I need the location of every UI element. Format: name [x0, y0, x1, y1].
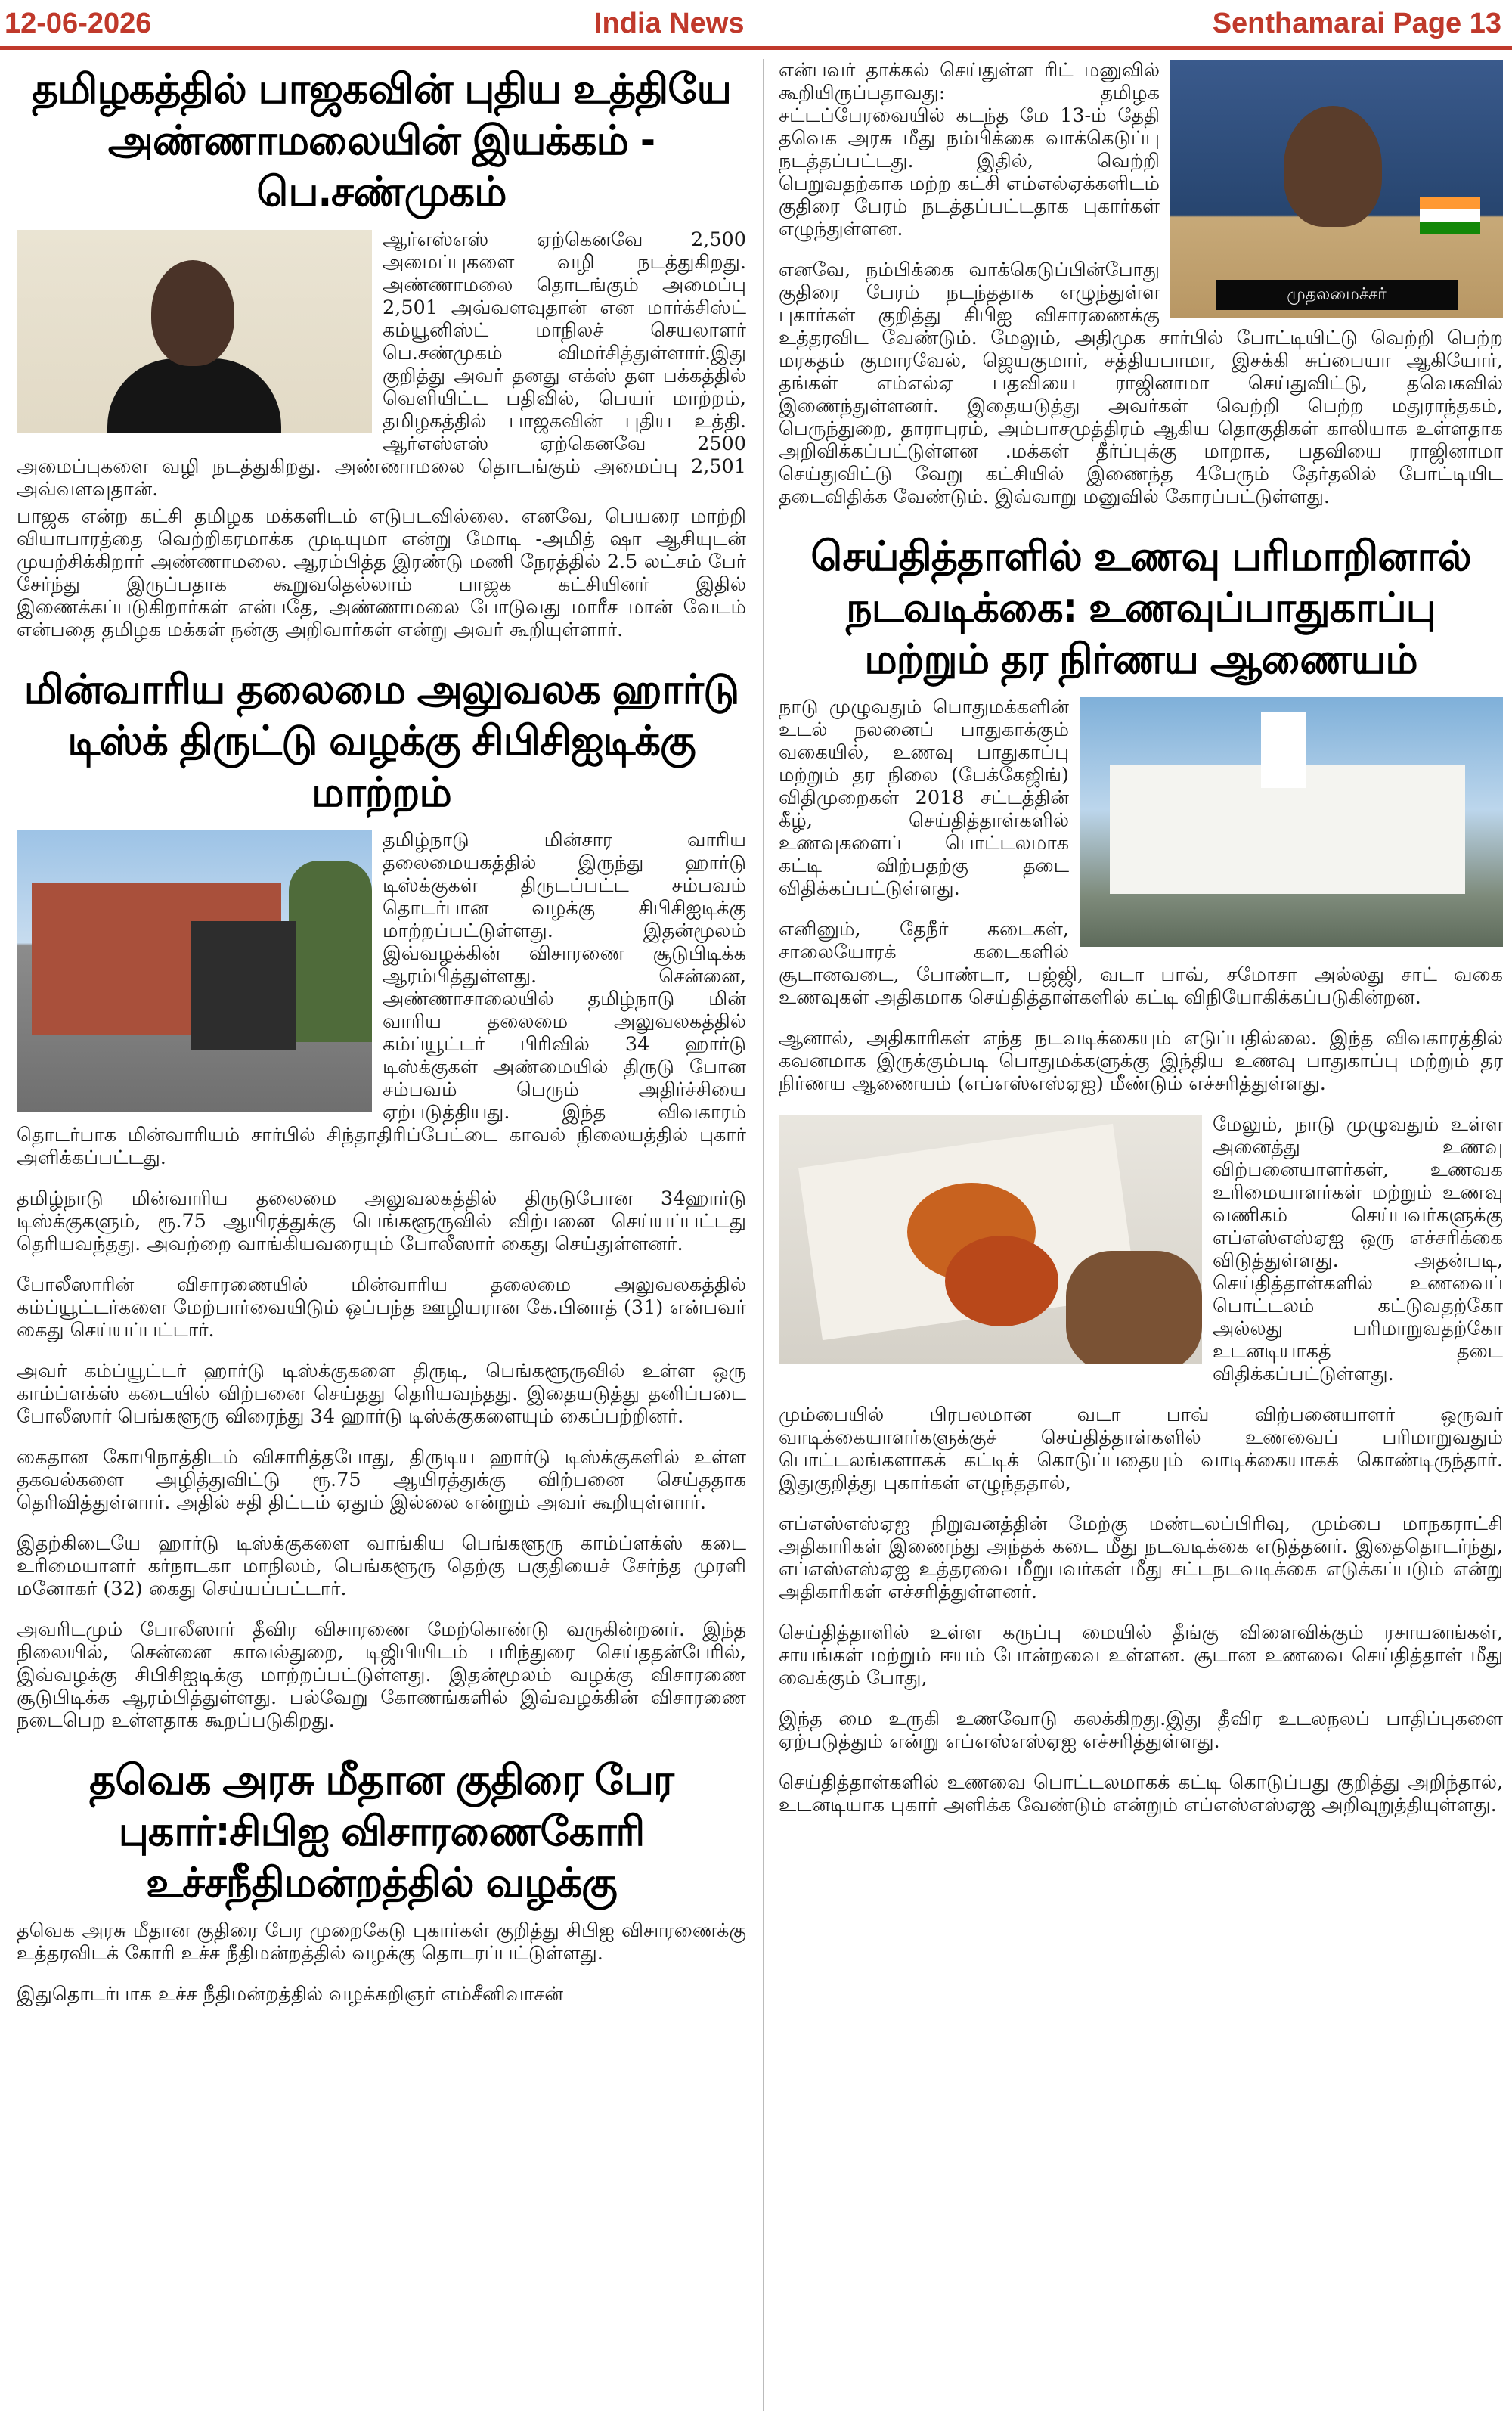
photo-caption: முதலமைச்சர் — [1216, 280, 1458, 310]
article-paragraph: செய்தித்தாள்களில் உணவை பொட்டலமாகக் கட்டி கொடுப்பது குறித்து அறிந்தால், உடனடியாக புகார் அளிக்க வேண்டும் என்றும் எப்எஸ்எஸ்ஏஐ அறிவுறுத்தியுள்ளது. — [779, 1771, 1503, 1817]
article-headline: மின்வாரிய தலைமை அலுவலக ஹார்டு டிஸ்க் திருட்டு வழக்கு சிபிசிஐடிக்கு மாற்றம் — [23, 666, 739, 816]
article-paragraph: இதுதொடர்பாக உச்ச நீதிமன்றத்தில் வழக்கறிஞர் எம்சீனிவாசன் — [17, 1983, 564, 2006]
article-paragraph: தவெக அரசு மீதான குதிரை பேர முறைகேடு புகார்கள் குறித்து சிபிஐ விசாரணைக்கு உத்தரவிடக் கோரி உச்ச நீதிமன்றத்தில் வழக்கு தொடரப்பட்டுள்ளது. — [17, 1919, 746, 1965]
article-paragraph: ஆர்எஸ்எஸ் ஏற்கெனவே 2,500 அமைப்புகளை வழி நடத்துகிறது. அண்ணாமலை தொடங்கும் அமைப்பு 2,501 அவ்வளவுதான் என மார்க்சிஸ்ட் கம்யூனிஸ்ட் மாநிலச் செயலாளர் பெ.சண்முகம் விமர்சித்துள்ளார்.இது குறித்து அவர் தனது எக்ஸ் தள பக்கத்தில் வெளியிட்ட பதிவில், பெயர் மாற்றம், தமிழகத்தில் பாஜகவின் புதிய உத்தி. ஆர்எஸ்எஸ் ஏற்கெனவே 2500 அமைப்புகளை வழி நடத்துகிறது. அண்ணாமலை தொடங்கும் அமைப்பு 2,501 அவ்வளவுதான். — [17, 228, 746, 501]
article-paragraph: இந்த மை உருகி உணவோடு கலக்கிறது.இது தீவிர உடலநலப் பாதிப்புகளை ஏற்படுத்தும் என்று எப்எஸ்எஸ்ஏஐ எச்சரித்துள்ளது. — [779, 1708, 1503, 1753]
article-paragraph: தமிழ்நாடு மின்வாரிய தலைமை அலுவலகத்தில் திருடுபோன 34ஹார்டு டிஸ்க்குகளும், ரூ.75 ஆயிரத்துக்கு பெங்களூருவில் விற்பனை செய்யப்பட்டது தெரியவந்தது. அவற்றை வாங்கியவரையும் போலீஸார் கைது செய்துள்ளனர். — [17, 1187, 746, 1255]
article-paragraph: மும்பையில் பிரபலமான வடா பாவ் விற்பனையாளர் ஒருவர் வாடிக்கையாளர்களுக்குச் செய்தித்தாள்களில் உணவைப் பரிமாறுவதும் பொட்டலங்களாகக் கட்டிக் கொடுப்பதையும் வாடிக்கையாகக் கொண்டிருந்தார். இதுகுறித்து புகார்கள் எழுந்ததால், — [779, 1404, 1503, 1494]
article-paragraph: ஆனால், அதிகாரிகள் எந்த நடவடிக்கையும் எடுப்பதில்லை. இந்த விவகாரத்தில் கவனமாக இருக்கும்படி பொதுமக்களுக்கு இந்திய உணவு பாதுகாப்பு மற்றும் தர நிர்ணய ஆணையம் (எப்எஸ்எஸ்ஏஐ) மீண்டும் எச்சரித்துள்ளது. — [779, 1027, 1503, 1095]
article-horse-trading — [17, 1754, 746, 2006]
article-paragraph: எனினும், தேநீர் கடைகள், சாலையோரக் கடைகளில் சூடானவடை, போண்டா, பஜ்ஜி, வடா பாவ், சமோசா அல்லது சாட் வகை உணவுகள் அதிகமாக செய்தித்தாள்களில் கட்டி விநியோகிக்கப்படுகின்றன. — [779, 918, 1503, 1009]
right-column — [779, 59, 1503, 2411]
article-paragraph: போலீஸாரின் விசாரணையில் மின்வாரிய தலைமை அலுவலகத்தில் கம்ப்யூட்டர்களை மேற்பார்வையிடும் ஒப்பந்த ஊழியரான கே.பினாத் (31) என்பவர் கைது செய்யப்பட்டார். — [17, 1274, 746, 1342]
portrait-photo — [17, 230, 372, 433]
article-annamalai — [17, 64, 746, 659]
article-paragraph: அவர் கம்ப்யூட்டர் ஹார்டு டிஸ்க்குகளை திருடி, பெங்களூருவில் உள்ள ஒரு காம்ப்ளக்ஸ் கடையில் விற்பனை செய்தது தெரியவந்தது. இதையடுத்து தனிப்படை போலீஸார் பெங்களூரு விரைந்து 34 ஹார்டு டிஸ்க்குகளையும் கைப்பற்றினர். — [17, 1360, 746, 1428]
ripon-building-photo — [1080, 697, 1503, 947]
left-column — [17, 59, 746, 2411]
article-horse-trading-continued — [779, 59, 1503, 526]
article-paragraph: நாடு முழுவதும் பொதுமக்களின் உடல் நலனைப் பாதுகாக்கும் வகையில், உணவு பாதுகாப்பு மற்றும் தர நிலை (பேக்கேஜிங்) விதிமுறைகள் 2018 சட்டத்தின் கீழ், செய்தித்தாள்களில் உணவுகளைப் பொட்டலமாக கட்டி விற்பதற்கு தடை விதிக்கப்பட்டுள்ளது. — [779, 696, 1069, 900]
article-paragraph: கைதான கோபிநாத்திடம் விசாரித்தபோது, திருடிய ஹார்டு டிஸ்க்குகளில் உள்ள தகவல்களை அழித்துவிட்டு ரூ.75 ஆயிரத்துக்கு விற்பனை செய்ததாக தெரிவித்துள்ளார். அதில் சதி திட்டம் ஏதும் இல்லை என்றும் அவர் கூறியுள்ளார். — [17, 1446, 746, 1514]
article-paragraph: எனவே, நம்பிக்கை வாக்கெடுப்பின்போது குதிரை பேரம் நடந்ததாக எழுந்துள்ள புகார்கள் குறித்து சிபிஐ விசாரணைக்கு உத்தரவிட வேண்டும். மேலும், அதிமுக சார்பில் போட்டியிட்டு வெற்றி பெற்ற மரகதம் குமாரவேல், ஜெயகுமார், சத்தியபாமா, இசக்கி சுப்பையா ஆகியோர், தங்கள் எம்எல்ஏ பதவியை ராஜினாமா செய்துவிட்டு, தவெகவில் இணைந்துள்ளனர். இதையடுத்து அவர்கள் வெற்றி பெற்ற மதுராந்தகம், பெருந்துறை, தாராபுரம், அம்பாசமுத்திரம் ஆகிய தொகுதிகள் காலியாக உள்ளதாக அறிவிக்கப்பட்டுள்ளன .மக்கள் தீர்ப்புக்கு மாறாக, பதவியை ராஜினாமா செய்துவிட்டு வேறு கட்சியில் இணைந்த 4பேரும் தேர்தலில் போட்டியிட தடைவிதிக்க வேண்டும். இவ்வாறு மனுவில் கோரப்பட்டுள்ளது. — [779, 259, 1503, 508]
article-headline: தமிழகத்தில் பாஜகவின் புதிய உத்தியே அண்ணாமலையின் இயக்கம் - பெ.சண்முகம் — [32, 65, 731, 216]
page-label: Senthamarai Page 13 — [1212, 8, 1501, 39]
article-paragraph: பாஜக என்ற கட்சி தமிழக மக்களிடம் எடுபடவில்லை. எனவே, பெயரை மாற்றி வியாபாரத்தை வெற்றிகரமாக்க முடியுமா என்று மோடி -அமித் ஷா ஆசியுடன் முயற்சிக்கிறார் அண்ணாமலை. ஆரம்பித்த இரண்டு மணி நேரத்தில் 2.5 லட்சம் பேர் சேர்ந்து இருப்பதாக கூறுவதெல்லாம் பாஜக கட்சியினர் இதில் இணைக்கப்படுகிறார்கள் என்பதே, அண்ணாமலை போடுவது மாரீச மான் வேடம் என்பதை தமிழக மக்கள் நன்கு அறிவார்கள் என்று அவர் கூறியுள்ளார். — [17, 505, 746, 641]
article-paragraph: இதற்கிடையே ஹார்டு டிஸ்க்குகளை வாங்கிய பெங்களூரு காம்ப்ளக்ஸ் கடை உரிமையாளர் கர்நாடகா மாநிலம், பெங்களூரு தெற்கு பகுதியைச் சேர்ந்த முரளி மனோகர் (32) கைது செய்யப்பட்டார். — [17, 1532, 746, 1600]
article-paragraph: தமிழ்நாடு மின்சார வாரிய தலைமையகத்தில் இருந்து ஹார்டு டிஸ்க்குகள் திருடப்பட்ட சம்பவம் தொடர்பான வழக்கு சிபிசிஐடிக்கு மாற்றப்பட்டுள்ளது. இதன்மூலம் இவ்வழக்கின் விசாரணை சூடுபிடிக்க ஆரம்பித்துள்ளது. சென்னை, அண்ணாசாலையில் தமிழ்நாடு மின் வாரிய தலைமை அலுவலகத்தில் கம்ப்யூட்டர் பிரிவில் 34 ஹார்டு டிஸ்க்குகள் அண்மையில் திருடு போன சம்பவம் பெரும் அதிர்ச்சியை ஏற்படுத்தியது. இந்த விவகாரம் தொடர்பாக மின்வாரியம் சார்பில் சிந்தாதிரிப்பேட்டை காவல் நிலையத்தில் புகார் அளிக்கப்பட்டது. — [17, 829, 746, 1169]
article-paragraph: என்பவர் தாக்கல் செய்துள்ள ரிட் மனுவில் கூறியிருப்பதாவது: தமிழக சட்டப்பேரவையில் கடந்த மே 13-ம் தேதி தவெக அரசு மீது நம்பிக்கை வாக்கெடுப்பு நடத்தப்பட்டது. இதில், வெற்றி பெறுவதற்காக மற்ற கட்சி எம்எல்ஏக்களிடம் குதிரை பேரம் நடத்தப்பட்டதாக புகார்கள் எழுந்துள்ளன. — [779, 59, 1160, 240]
article-paragraph: அவரிடமும் போலீஸார் தீவிர விசாரணை மேற்கொண்டு வருகின்றனர். இந்த நிலையில், சென்னை காவல்துறை, டிஜிபியிடம் பரிந்துரை செய்ததன்பேரில், இவ்வழக்கு சிபிசிஐடிக்கு மாற்றப்பட்டுள்ளது. இதன்மூலம் வழக்கு விசாரணை சூடுபிடிக்க ஆரம்பித்துள்ளது. பல்வேறு கோணங்களில் இவ்வழக்கின் விசாரணை நடைபெற உள்ளதாக கூறப்படுகிறது. — [17, 1618, 746, 1732]
page-header — [0, 0, 1512, 50]
article-harddisk-theft — [17, 664, 746, 1750]
food-in-newspaper-photo — [779, 1115, 1202, 1364]
newspaper-name: India News — [594, 8, 745, 39]
issue-date: 12-06-2026 — [5, 8, 152, 39]
chief-minister-photo — [1170, 60, 1503, 318]
article-paragraph: செய்தித்தாளில் உள்ள கருப்பு மையில் தீங்கு விளைவிக்கும் ரசாயனங்கள், சாயங்கள் மற்றும் ஈயம் போன்றவை உள்ளன. சூடான உணவை செய்தித்தாள் மீது வைக்கும் போது, — [779, 1621, 1503, 1689]
column-divider — [763, 59, 764, 2411]
article-paragraph: எப்எஸ்எஸ்ஏஐ நிறுவனத்தின் மேற்கு மண்டலப்பிரிவு, மும்பை மாநகராட்சி அதிகாரிகள் இணைந்து அந்தக் கடை மீது நடவடிக்கை எடுத்தனர். இதைதொடர்ந்து, எப்எஸ்எஸ்ஏஐ உத்தரவை மீறுபவர்கள் மீது சட்டநடவடிக்கை எடுக்கப்படும் என்று அதிகாரிகள் எச்சரித்துள்ளனர். — [779, 1512, 1503, 1603]
article-headline: செய்தித்தாளில் உணவு பரிமாறினால் நடவடிக்கை: உணவுப்பாதுகாப்பு மற்றும் தர நிர்ணய ஆணையம் — [810, 532, 1471, 683]
article-newspaper-food-ban — [779, 531, 1503, 1817]
building-photo — [17, 830, 372, 1112]
article-headline: தவெக அரசு மீதான குதிரை பேர புகார்:சிபிஐ விசாரணைகோரி உச்சநீதிமன்றத்தில் வழக்கு — [89, 1756, 674, 1907]
article-paragraph: மேலும், நாடு முழுவதும் உள்ள அனைத்து உணவு விற்பனையாளர்கள், உணவக உரிமையாளர்கள் மற்றும் உணவு வணிகம் செய்பவர்களுக்கு எப்எஸ்எஸ்ஏஐ ஒரு எச்சரிக்கை விடுத்துள்ளது. அதன்படி, செய்தித்தாள்களில் உணவைப் பொட்டலம் கட்டுவதற்கோ அல்லது பரிமாறுவதற்கோ உடனடியாகத் தடை விதிக்கப்பட்டுள்ளது. — [1213, 1113, 1503, 1385]
